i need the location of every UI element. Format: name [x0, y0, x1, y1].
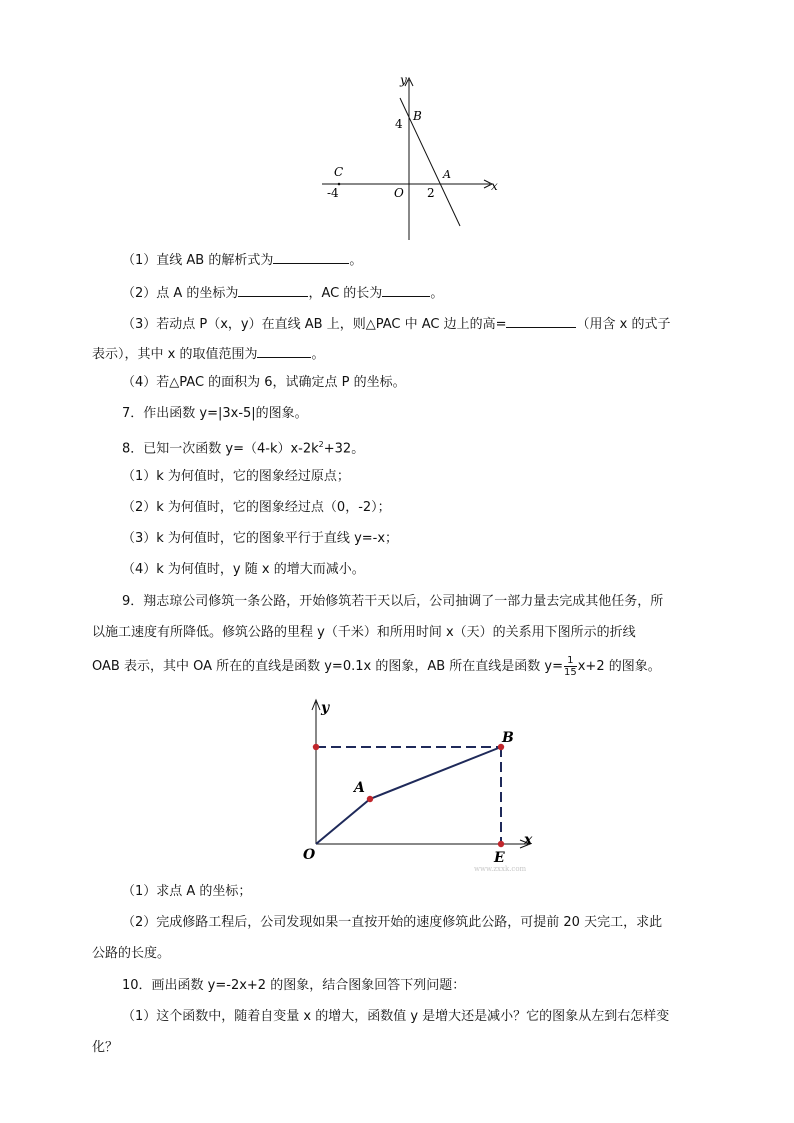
q9-line2: 以施工速度有所降低。修筑公路的里程 y（千米）和所用时间 x（天）的关系用下图所示的折线 [92, 625, 636, 640]
fraction-1-15: $\frac{1}{15}$ [564, 655, 577, 678]
q6-p2-blank-a[interactable] [238, 282, 308, 297]
watermark: www.zxxk.com [474, 865, 527, 873]
q9-part2-line1: （2）完成修路工程后，公司发现如果一直按开始的速度修筑此公路，可提前 20 天完工，求此 [122, 915, 663, 930]
label-a: A [354, 780, 365, 796]
label-o: O [394, 186, 404, 200]
q10-part1-line2: 化？ [92, 1040, 119, 1055]
label-y: y [400, 73, 407, 87]
q6-p3-blank-b[interactable] [257, 343, 311, 358]
label-o: O [303, 847, 316, 863]
label-y: y [321, 700, 330, 716]
label-x: x [524, 832, 533, 848]
q8-part2: （2）k 为何值时，它的图象经过点（0，-2）； [122, 500, 391, 515]
q9-line1: 9．翔志琼公司修筑一条公路，开始修筑若干天以后，公司抽调了一部力量去完成其他任务，所 [122, 594, 664, 609]
q10-stem: 10．画出函数 y=-2x+2 的图象，结合图象回答下列问题： [122, 978, 466, 993]
q9-line3: OAB 表示，其中 OA 所在的直线是函数 y=0.1x 的图象，AB 所在直线是函数 y= $\frac{1}{15}$ x+2 的图象。 [92, 655, 661, 678]
figure-line-ab [318, 70, 508, 245]
label-e: E [494, 850, 505, 866]
polyline-oab [316, 747, 501, 844]
q8-part3: （3）k 为何值时，它的图象平行于直线 y=-x； [122, 531, 399, 546]
label-a: A [443, 168, 451, 181]
label-b: B [413, 109, 422, 123]
q6-p1-blank[interactable] [273, 249, 349, 264]
point-e [498, 841, 504, 847]
q9-part2-line2: 公路的长度。 [92, 946, 171, 961]
tick-neg4: -4 [327, 186, 339, 200]
q6-part3-line2: 表示），其中 x 的取值范围为 。 [92, 343, 324, 364]
label-x: x [491, 179, 498, 193]
figure-polyline-oab [296, 694, 546, 874]
q6-part1: （1）直线 AB 的解析式为 。 [122, 249, 362, 270]
tick-4: 4 [395, 117, 403, 131]
label-c: C [334, 165, 344, 179]
q7: 7．作出函数 y=|3x-5|的图象。 [122, 406, 308, 421]
q6-part2: （2）点 A 的坐标为 ，AC 的长为 。 [122, 282, 443, 303]
tick-2: 2 [427, 186, 435, 200]
q9-part1: （1）求点 A 的坐标； [122, 884, 252, 899]
point-y-axis-level [313, 744, 319, 750]
label-b: B [502, 730, 514, 746]
q6-p2-blank-b[interactable] [382, 282, 430, 297]
q8-part1: （1）k 为何值时，它的图象经过原点； [122, 469, 350, 484]
q6-part3: （3）若动点 P（x，y）在直线 AB 上，则△PAC 中 AC 边上的高= （用含 x 的式子 [122, 313, 670, 334]
q10-part1-line1: （1）这个函数中，随着自变量 x 的增大，函数值 y 是增大还是减小？它的图象从左到右怎样变 [122, 1009, 670, 1024]
q8-part4: （4）k 为何值时，y 随 x 的增大而减小。 [122, 562, 365, 577]
q6-p3-blank-a[interactable] [506, 313, 576, 328]
point-c [338, 183, 341, 186]
q6-part4: （4）若△PAC 的面积为 6，试确定点 P 的坐标。 [122, 375, 406, 390]
point-a [367, 796, 373, 802]
q8-stem: 8．已知一次函数 $y=(4-k)x-2k^2+32$。 [122, 440, 365, 457]
